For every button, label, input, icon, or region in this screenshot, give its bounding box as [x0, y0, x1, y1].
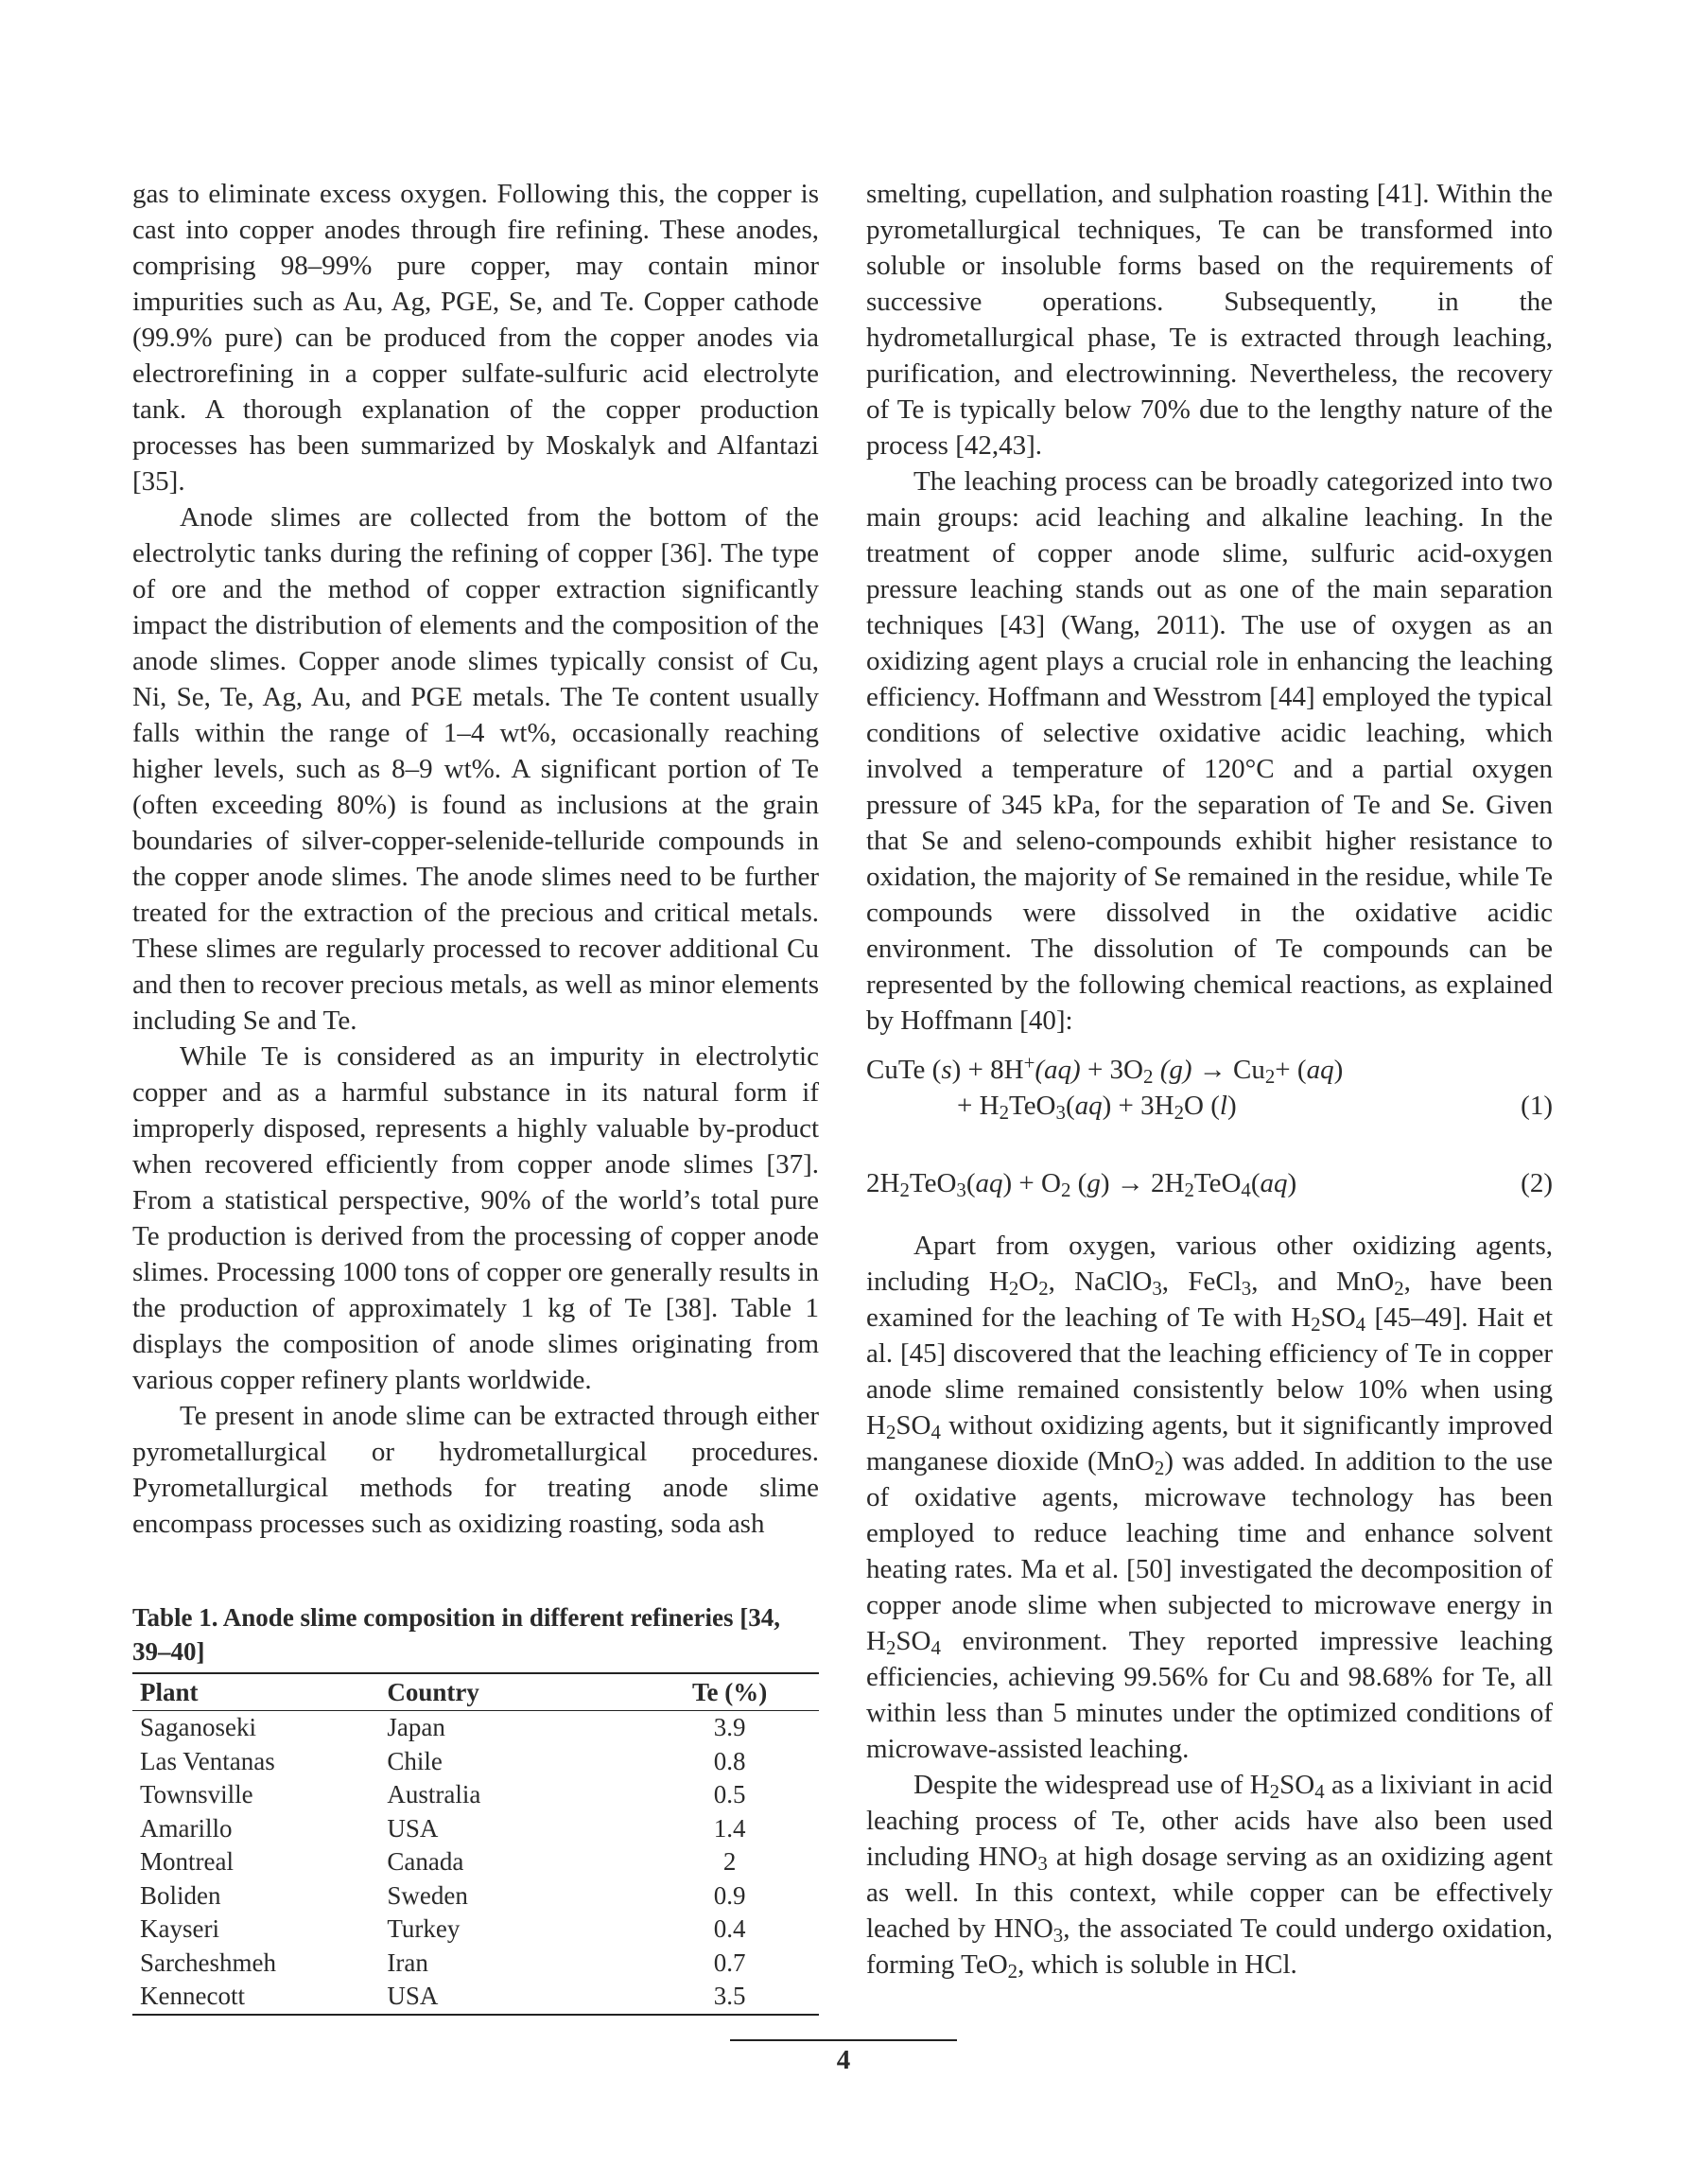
table-cell: 2 — [722, 1847, 737, 1876]
table-row — [132, 1879, 819, 1913]
table-cell: Kayseri — [140, 1914, 219, 1943]
table-header-cell: Country — [379, 1673, 640, 1711]
table-cell: Boliden — [140, 1880, 221, 1910]
equation-line: + $H_2TeO_3(aq) + 3H_2O$ (l) (1) — [866, 1088, 1553, 1124]
table-row — [132, 1778, 819, 1812]
table-cell: Australia — [387, 1780, 481, 1808]
body-paragraph: Anode slimes are collected from the bottom of the electrolytic tanks during the refining of copper [36]. The type of ore and the method of copper extraction significantly impact the distribution of elements and the composition of the anode slimes. Copper anode slimes typically consist of Cu, Ni, Se, Te, Ag, Au, and PGE metals. The Te content usually falls within the range of 1–4 wt%, occasionally reaching higher levels, such as 8–9 wt%. A significant portion of Te (often exceeding 80%) is found as inclusions at the grain boundaries of silver-copper-selenide-telluride compounds in the copper anode slimes. The anode slimes need to be further treated for the extraction of the precious and critical metals. These slimes are regularly processed to recover additional Cu and then to recover precious metals, as well as minor elements including Se and Te. — [132, 502, 819, 1036]
equation-line: $2H_2TeO_3(aq) + O_2$ $(g) \to 2H_2TeO_4(aq)$ (2) — [866, 1165, 1553, 1201]
table-cell: USA — [387, 1813, 439, 1843]
table-cell: 0.9 — [713, 1880, 746, 1910]
table-row — [132, 1845, 819, 1879]
body-paragraph: Te present in anode slime can be extracted through either pyrometallurgical or hydrometallurgical procedures. Pyrometallurgical methods for treating anode slime encompass processes such as oxidizing roasting, soda ash — [132, 1401, 819, 1539]
table-row — [132, 1711, 819, 1745]
table-cell: 0.7 — [713, 1948, 746, 1977]
table-row — [132, 1745, 819, 1779]
table-1 — [132, 1600, 819, 2016]
table-cell: 3.5 — [640, 1980, 819, 2015]
right-column — [866, 176, 1553, 1983]
table-header-cell: Te (%) — [640, 1673, 819, 1711]
table-cell: Chile — [387, 1746, 443, 1775]
left-column — [132, 176, 819, 2016]
equation-2 — [866, 1165, 1553, 1201]
table-cell: 0.8 — [713, 1746, 746, 1775]
body-paragraph: The leaching process can be broadly categorized into two main groups: acid leaching and alkaline leaching. In the treatment of copper anode slime, sulfuric acid-oxygen pressure leaching stands out as one of the main separation techniques [43] (Wang, 2011). The use of oxygen as an oxidizing agent plays a crucial role in enhancing the leaching efficiency. Hoffmann and Wesstrom [44] employed the typical conditions of selective oxidative acidic leaching, which involved a temperature of 120°C and a partial oxygen pressure of 345 kPa, for the separation of Te and Se. Given that Se and seleno-compounds exhibit higher resistance to oxidation, the majority of Se remained in the residue, while Te compounds were dissolved in the oxidative acidic environment. The dissolution of Te compounds can be represented by the following chemical reactions, as explained by Hoffmann [40]: — [866, 466, 1553, 1036]
equation-line: CuTe $(s) + 8H^+(aq) + 3O_2$ $(g) \to Cu_2+ (aq)$ — [866, 1051, 1344, 1089]
table-cell: Kennecott — [132, 1980, 379, 2015]
body-paragraph: smelting, cupellation, and sulphation roasting [41]. Within the pyrometallurgical techniques, Te can be transformed into soluble or insoluble forms based on the requirements of successive operations. Subsequently, in the hydrometallurgical phase, Te is extracted through leaching, purification, and electrowinning. Nevertheless, the recovery of Te is typically below 70% due to the lengthy nature of the process [42,43]. — [866, 179, 1553, 461]
table-cell: 0.5 — [713, 1780, 746, 1808]
body-paragraph: While Te is considered as an impurity in electrolytic copper and as a harmful substance in its natural form if improperly disposed, represents a highly valuable by-product when recovered efficiently from copper anode slimes [37]. From a statistical perspective, 90% of the world’s total pure Te production is derived from the processing of copper anode slimes. Processing 1000 tons of copper ore generally results in the production of approximately 1 kg of Te [38]. Table 1 displays the composition of anode slimes originating from various copper refinery plants worldwide. — [132, 1041, 819, 1395]
anode-slime-table — [132, 1672, 819, 2016]
table-cell: 3.9 — [713, 1713, 746, 1741]
body-paragraph: gas to eliminate excess oxygen. Following this, the copper is cast into copper anodes through fire refining. These anodes, comprising 98–99% pure copper, may contain minor impurities such as Au, Ag, PGE, Se, and Te. Copper cathode (99.9% pure) can be produced from the copper anodes via electrorefining in a copper sulfate-sulfuric acid electrolyte tank. A thorough explanation of the copper production processes has been summarized by Moskalyk and Alfantazi [35]. — [132, 179, 819, 497]
equation-number: (1) — [1521, 1091, 1553, 1121]
table-cell: USA — [379, 1980, 640, 2015]
body-paragraph: Apart from oxygen, various other oxidizing agents, including $H_2O_2$, NaClO$_3$, FeCl$_3$, and MnO$_2$, have been examined for the leaching of Te with $H_2SO_4$ [45–49]. Hait et al. [45] discovered that the leaching efficiency of Te in copper anode slime remained consistently below 10% when using $H_2SO_4$ without oxidizing agents, but it significantly improved manganese dioxide (MnO$_2$) was added. In addition to the use of oxidative agents, microwave technology has been employed to reduce leaching time and enhance solvent heating rates. Ma et al. [50] investigated the decomposition of copper anode slime when subjected to microwave energy in $H_2SO_4$ environment. They reported impressive leaching efficiencies, achieving 99.56% for Cu and 98.68% for Te, all within less than 5 minutes under the optimized conditions of microwave-assisted leaching. — [866, 1231, 1554, 1764]
equation-1 — [866, 1052, 1553, 1124]
table-row — [132, 1913, 819, 1947]
table-row — [132, 1812, 819, 1846]
table-cell: Montreal — [140, 1847, 234, 1876]
table-cell: Sweden — [387, 1880, 468, 1910]
table-cell: Canada — [387, 1847, 464, 1876]
page-number: 4 — [836, 2045, 851, 2075]
table-row — [132, 1980, 819, 2015]
table-cell: Sarcheshmeh — [140, 1948, 276, 1977]
table-cell: 0.4 — [713, 1914, 746, 1943]
table-caption: Table 1. Anode slime composition in different refineries [34, 39–40] — [132, 1603, 780, 1666]
table-cell: Turkey — [387, 1914, 461, 1943]
table-cell: Iran — [387, 1948, 428, 1977]
table-cell: Townsville — [140, 1780, 253, 1808]
table-cell: 1.4 — [713, 1813, 746, 1843]
table-cell: Saganoseki — [140, 1713, 256, 1741]
table-cell: Las Ventanas — [140, 1746, 275, 1775]
table-row — [132, 1947, 819, 1981]
table-cell: Amarillo — [140, 1813, 233, 1843]
table-cell: Japan — [387, 1713, 445, 1741]
table-header-row — [132, 1673, 819, 1711]
table-header-cell: Plant — [132, 1673, 379, 1711]
body-paragraph: Despite the widespread use of $H_2SO_4$ as a lixiviant in acid leaching process of Te, other acids have also been used including $HNO_3$ at high dosage serving as an oxidizing agent as well. In this context, while copper can be effectively leached by $HNO_3$, the associated Te could undergo oxidation, forming TeO$_2$, which is soluble in HCl. — [866, 1770, 1554, 1983]
footer-rule — [730, 2039, 957, 2041]
equation-number: (2) — [1521, 1168, 1553, 1198]
